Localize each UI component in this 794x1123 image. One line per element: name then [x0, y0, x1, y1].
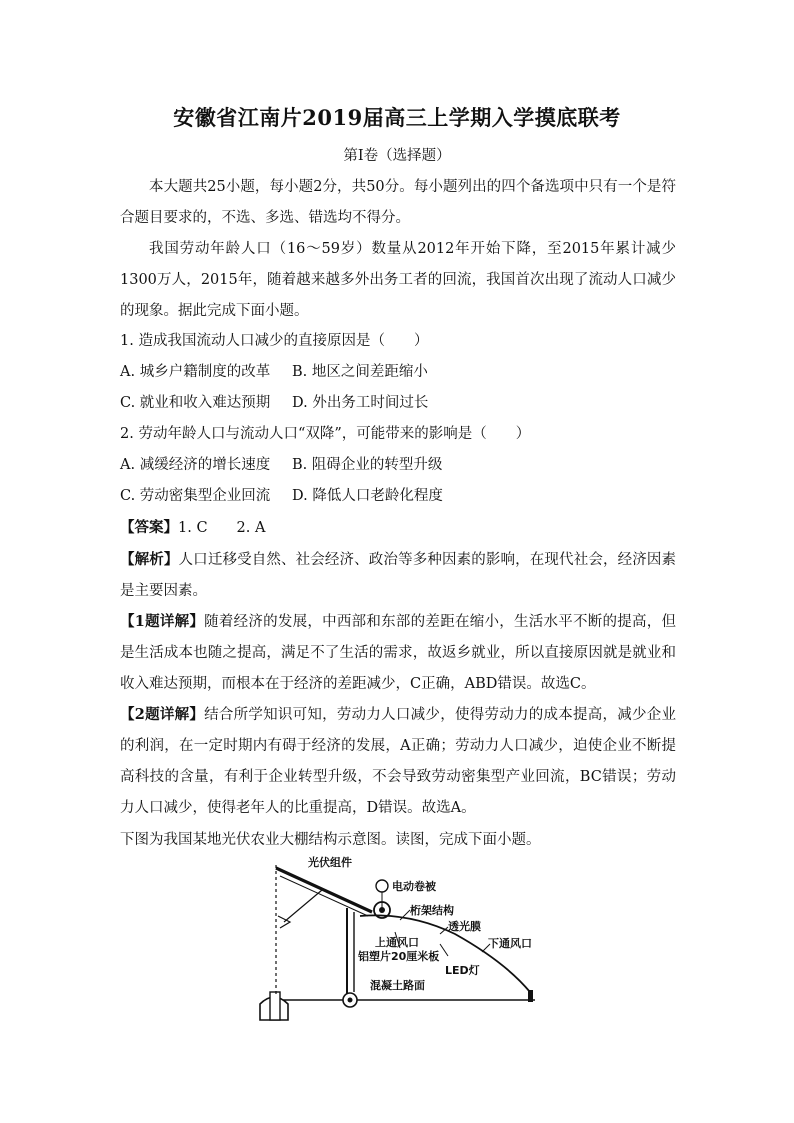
section-subtitle: 第Ⅰ卷（选择题） [343, 148, 451, 164]
detail-2-tag: 【2题详解】 [120, 706, 205, 723]
pv-brace [284, 890, 322, 922]
label-led: LED灯 [445, 964, 480, 977]
detail-2-text: 结合所学知识可知，劳动力人口减少，使得劳动力的成本提高，减少企业的利润，在一定时期内有碍于经济的发展，A正确；劳动力人口减少，迫使企业不断提高科技的含量，有利于企业转型升级，不会导致劳动密集型产业回流，BC错误；劳动力人口减少，使得老年人的比重提高，D错误。故选A。 [120, 707, 677, 816]
left-post-base [270, 992, 280, 1020]
question-1-option-c: C. 就业和收入难达预期 [120, 395, 271, 411]
motor-icon [376, 880, 388, 892]
post-footing-center [348, 998, 353, 1003]
label-transparent: 透光膜 [448, 920, 481, 933]
label-pv: 光伏组件 [308, 856, 352, 869]
answer-tag: 【答案】 [120, 519, 178, 536]
greenhouse-diagram [250, 852, 550, 1022]
analysis-tag: 【解析】 [120, 551, 179, 568]
page-title: 安徽省江南片2019届高三上学期入学摸底联考 [173, 105, 621, 130]
label-board: 铝塑片20厘米板 [358, 950, 440, 963]
question-1-stem: 1. 造成我国流动人口减少的直接原因是（ ） [120, 333, 429, 349]
detail-1-paragraph [120, 606, 676, 700]
right-end-block [528, 990, 533, 1002]
answer-line [120, 518, 265, 538]
material-paragraph-2: 下图为我国某地光伏农业大棚结构示意图。读图，完成下面小题。 [120, 832, 541, 848]
question-2-option-c: C. 劳动密集型企业回流 [120, 488, 271, 504]
label-truss: 桁架结构 [410, 904, 454, 917]
question-2-stem: 2. 劳动年龄人口与流动人口“双降”，可能带来的影响是（ ） [120, 426, 531, 442]
pv-panel-edge [280, 876, 368, 916]
detail-1-tag: 【1题详解】 [120, 613, 205, 630]
material-paragraph-1: 我国劳动年龄人口（16～59岁）数量从2012年开始下降，至2015年累计减少1300万人，2015年，随着越来越多外出务工者的回流，我国首次出现了流动人口减少的现象。据此完成下面小题。 [120, 241, 676, 319]
analysis-paragraph [120, 544, 676, 607]
led-leader [440, 944, 448, 956]
label-road: 混凝土路面 [370, 979, 425, 992]
label-lower-vent: 下通风口 [488, 937, 532, 950]
question-1-option-b: B. 地区之间差距缩小 [292, 364, 428, 380]
pv-panel [276, 868, 372, 912]
question-2-option-b: B. 阻碍企业的转型升级 [292, 457, 443, 473]
label-motor: 电动卷被 [392, 880, 436, 893]
question-2-option-a: A. 减缓经济的增长速度 [120, 457, 271, 473]
question-1-option-d: D. 外出务工时间过长 [292, 395, 429, 411]
label-upper-vent: 上通风口 [375, 936, 419, 949]
question-1-option-a: A. 城乡户籍制度的改革 [120, 364, 271, 380]
analysis-text: 人口迁移受自然、社会经济、政治等多种因素的影响，在现代社会，经济因素是主要因素。 [120, 552, 677, 599]
detail-1-text: 随着经济的发展，中西部和东部的差距在缩小，生活水平不断的提高，但是生活成本也随之提高，满足不了生活的需求，故返乡就业，所以直接原因就是就业和收入难达预期，而根本在于经济的差距减少，C正确，ABD错误。故选C。 [120, 614, 677, 692]
answer-text: 1. C 2. A [178, 520, 266, 536]
intro-paragraph: 本大题共25小题，每小题2分，共50分。每小题列出的四个备选项中只有一个是符合题目要求的，不选、多选、错选均不得分。 [120, 179, 676, 226]
detail-2-paragraph [120, 699, 676, 824]
question-2-option-d: D. 降低人口老龄化程度 [292, 488, 443, 504]
